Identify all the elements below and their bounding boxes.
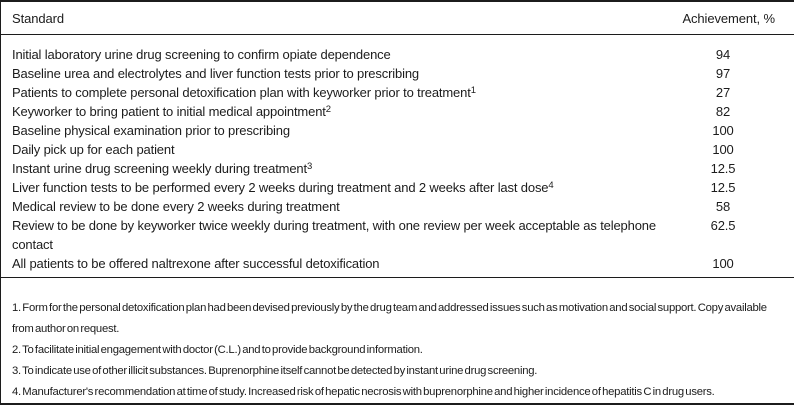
footnotes-section (1, 278, 794, 403)
achievement-value: 100 (712, 123, 734, 138)
standard-cell (12, 197, 683, 216)
standard-text: Initial laboratory urine drug screening to confirm opiate dependence (12, 47, 391, 62)
footnote: 1. Form for the personal detoxification plan had been devised previously by the drug team and addressed issues such as motivation and social support. Copy available from author on request. (12, 302, 767, 335)
standard-cell (12, 178, 683, 197)
table-row (12, 216, 794, 254)
standard-text: Review to be done by keyworker twice weekly during treatment, with one review per week acceptable as telephone contact (12, 218, 656, 252)
table-row (12, 254, 794, 273)
standard-text: Daily pick up for each patient (12, 142, 175, 157)
standard-cell (12, 102, 683, 121)
standard-text: Keyworker to bring patient to initial medical appointment (12, 104, 326, 119)
standard-text: Medical review to be done every 2 weeks during treatment (12, 199, 340, 214)
column-header-achievement: Achievement, % (682, 10, 775, 26)
standard-text: Baseline urea and electrolytes and liver function tests prior to prescribing (12, 66, 419, 81)
footnote-ref: 3 (306, 161, 313, 172)
achievement-value: 58 (715, 199, 731, 214)
achievement-value: 12.5 (710, 161, 736, 176)
achievement-value: 12.5 (710, 180, 736, 195)
standard-cell (12, 45, 683, 64)
standard-text: Patients to complete personal detoxification plan with keyworker prior to treatment (12, 85, 471, 100)
standard-text: Liver function tests to be performed every 2 weeks during treatment and 2 weeks after last dose (12, 180, 549, 195)
footnote: 2. To facilitate initial engagement with doctor (C.L.) and to provide background information. (12, 344, 423, 356)
table-row (12, 197, 794, 216)
table-row (12, 83, 794, 102)
standard-cell (12, 140, 683, 159)
column-header-standard: Standard (12, 10, 64, 26)
table-row (12, 121, 794, 140)
table-row (12, 102, 794, 121)
standard-text: Instant urine drug screening weekly during treatment (12, 161, 307, 176)
table-row (12, 64, 794, 83)
footnote: 3. To indicate use of other illicit substances. Buprenorphine itself cannot be detected by instant urine drug screening. (12, 365, 538, 377)
standard-text: Baseline physical examination prior to prescribing (12, 123, 290, 138)
achievement-value: 94 (715, 47, 731, 62)
standard-cell (12, 83, 683, 102)
footnote-ref: 2 (325, 104, 332, 115)
standard-cell (12, 216, 683, 254)
footnote-ref: 4 (548, 180, 554, 191)
standard-cell (12, 121, 683, 140)
achievement-value: 100 (712, 256, 734, 271)
table-row (12, 140, 794, 159)
standard-cell (12, 254, 683, 273)
table-row (12, 159, 794, 178)
footnote-ref: 1 (470, 85, 476, 96)
achievement-value: 97 (715, 66, 731, 81)
standard-cell (12, 64, 683, 83)
table-row (12, 45, 794, 64)
standard-cell (12, 159, 683, 178)
achievement-value: 82 (715, 104, 731, 119)
table-row (12, 178, 794, 197)
table-header (1, 2, 794, 35)
standard-text: All patients to be offered naltrexone after successful detoxification (12, 256, 380, 271)
footnote: 4. Manufacturer's recommendation at time of study. Increased risk of hepatic necrosis with buprenorphine and higher incidence of hepatitis C in drug users. (12, 386, 715, 398)
achievement-value: 62.5 (710, 218, 736, 233)
achievement-value: 100 (712, 142, 734, 157)
table-body (1, 35, 794, 278)
achievement-value: 27 (715, 85, 731, 100)
